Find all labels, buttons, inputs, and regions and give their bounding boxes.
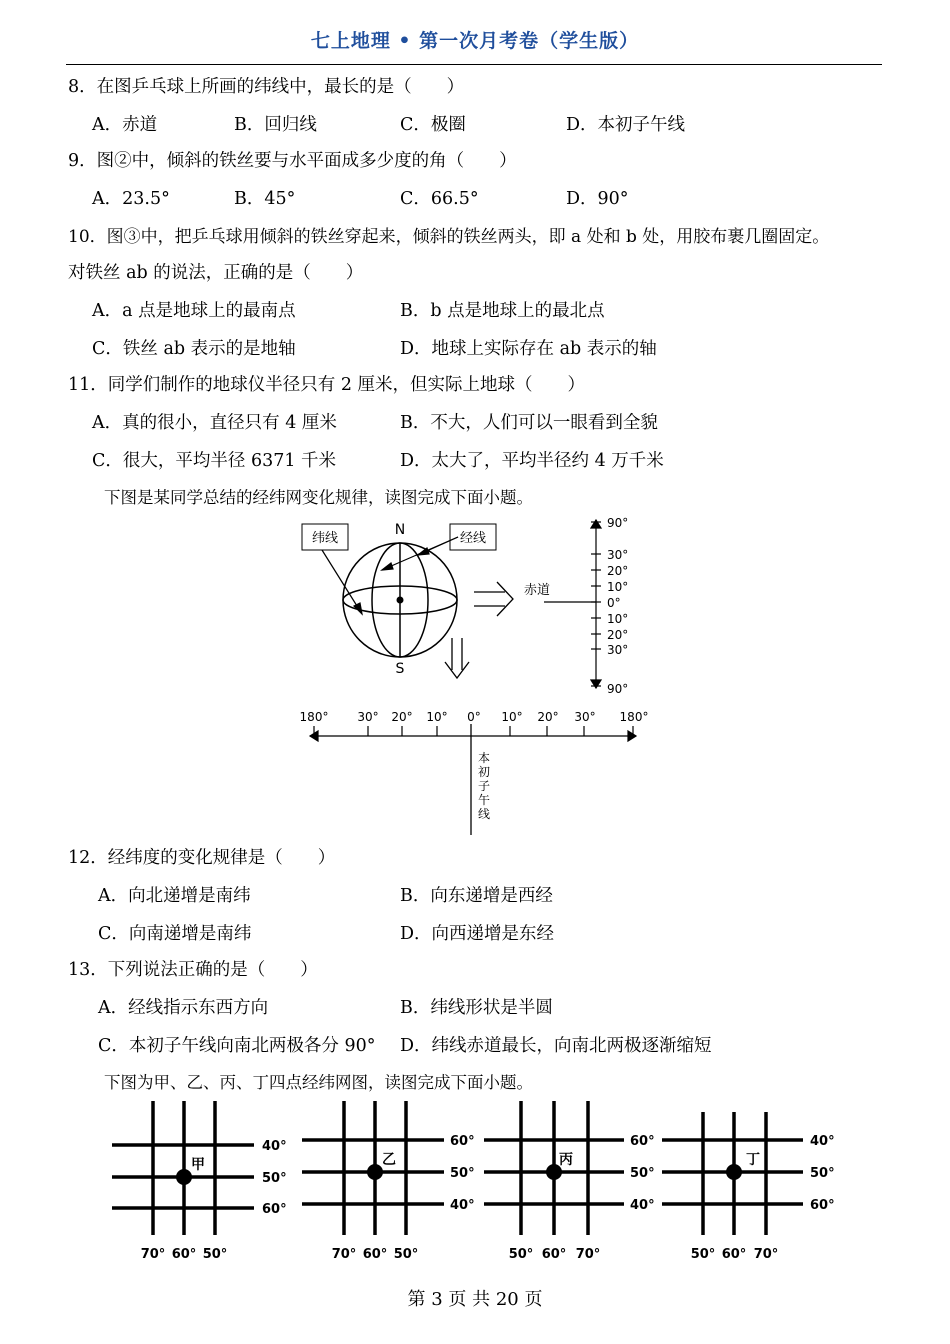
longitude-tick-label: 50° bbox=[508, 1247, 534, 1262]
question-10-option-a: A．a 点是地球上的最南点 bbox=[92, 301, 296, 321]
lon-tick-label: 20° bbox=[537, 710, 559, 724]
prime-meridian-label-char: 午 bbox=[477, 793, 491, 807]
longitude-tick-label: 60° bbox=[541, 1247, 567, 1262]
page-number: 第 3 页 共 20 页 bbox=[407, 1289, 543, 1310]
lon-tick-label: 10° bbox=[426, 710, 448, 724]
question-8-option-b: B．回归线 bbox=[234, 115, 317, 135]
latitude-label: 纬线 bbox=[311, 531, 339, 546]
figure-1-intro: 下图是某同学总结的经纬网变化规律，读图完成下面小题。 bbox=[104, 488, 533, 507]
lat-tick-label: 90° bbox=[607, 516, 629, 530]
question-13-stem: 13．下列说法正确的是（ ） bbox=[68, 960, 318, 980]
question-13-option-c: C．本初子午线向南北两极各分 90° bbox=[98, 1036, 376, 1056]
figure-2-four-point-grids bbox=[0, 1100, 950, 1270]
question-10-option-c: C．铁丝 ab 表示的是地轴 bbox=[92, 339, 296, 359]
point-label: 乙 bbox=[382, 1152, 396, 1168]
globe-center-dot bbox=[397, 597, 404, 604]
question-11-option-a: A．真的很小，直径只有 4 厘米 bbox=[92, 413, 337, 433]
question-8-option-c: C．极圈 bbox=[400, 115, 466, 135]
lon-tick-label: 30° bbox=[357, 710, 379, 724]
longitude-tick-label: 70° bbox=[575, 1247, 601, 1262]
question-9-option-a: A．23.5° bbox=[92, 189, 170, 209]
point-label: 丁 bbox=[746, 1152, 760, 1168]
question-8-option-a: A．赤道 bbox=[92, 115, 158, 135]
question-8-stem: 8．在图乒乓球上所画的纬线中，最长的是（ ） bbox=[68, 77, 465, 97]
question-9-option-b: B．45° bbox=[234, 189, 296, 209]
lat-tick-label: 30° bbox=[607, 548, 629, 562]
lon-tick-label: 180° bbox=[619, 710, 649, 724]
question-9-stem: 9．图②中，倾斜的铁丝要与水平面成多少度的角（ ） bbox=[68, 151, 517, 171]
lat-tick-label: 20° bbox=[607, 628, 629, 642]
lat-tick-label: 90° bbox=[607, 682, 629, 696]
question-12-stem: 12．经纬度的变化规律是（ ） bbox=[68, 848, 336, 868]
grid-2 bbox=[302, 1101, 475, 1262]
longitude-tick-label: 60° bbox=[171, 1247, 197, 1262]
lon-tick-label: 0° bbox=[467, 710, 481, 724]
point-label: 甲 bbox=[191, 1157, 205, 1173]
question-12-option-a: A．向北递增是南纬 bbox=[98, 886, 251, 906]
longitude-tick-label: 70° bbox=[140, 1247, 166, 1262]
question-13-option-d: D．纬线赤道最长，向南北两极逐渐缩短 bbox=[400, 1036, 712, 1056]
longitude-scale bbox=[310, 731, 636, 741]
question-9-option-c: C．66.5° bbox=[400, 189, 479, 209]
prime-meridian-label-char: 子 bbox=[477, 779, 491, 793]
figure-1-graticule-diagram bbox=[0, 510, 950, 845]
lat-tick-label: 0° bbox=[607, 596, 621, 610]
point-marker bbox=[726, 1164, 742, 1180]
lat-tick-label: 10° bbox=[607, 580, 629, 594]
question-10-option-d: D．地球上实际存在 ab 表示的轴 bbox=[400, 339, 657, 359]
question-13-option-a: A．经线指示东西方向 bbox=[98, 998, 269, 1018]
question-11-option-c: C．很大，平均半径 6371 千米 bbox=[92, 451, 337, 471]
latitude-tick-label: 60° bbox=[450, 1134, 475, 1149]
latitude-tick-label: 60° bbox=[810, 1198, 835, 1213]
latitude-tick-label: 40° bbox=[450, 1198, 475, 1213]
question-10-option-b: B．b 点是地球上的最北点 bbox=[400, 301, 605, 321]
lon-tick-label: 30° bbox=[574, 710, 596, 724]
longitude-label: 经线 bbox=[459, 531, 487, 546]
question-8-option-d: D．本初子午线 bbox=[566, 115, 686, 135]
lat-tick-label: 20° bbox=[607, 564, 629, 578]
grid-1 bbox=[112, 1101, 287, 1262]
question-11-stem: 11．同学们制作的地球仪半径只有 2 厘米，但实际上地球（ ） bbox=[68, 375, 586, 395]
latitude-tick-label: 40° bbox=[262, 1139, 287, 1154]
question-10-stem-line2: 对铁丝 ab 的说法，正确的是（ ） bbox=[68, 263, 364, 283]
right-hollow-arrow bbox=[474, 582, 513, 616]
longitude-tick-label: 60° bbox=[362, 1247, 388, 1262]
longitude-ticks bbox=[314, 726, 633, 736]
question-12-option-c: C．向南递增是南纬 bbox=[98, 924, 252, 944]
question-9-option-d: D．90° bbox=[566, 189, 629, 209]
lon-tick-label: 180° bbox=[299, 710, 329, 724]
south-label: S bbox=[395, 661, 405, 677]
equator-label: 赤道 bbox=[524, 583, 551, 598]
question-13-option-b: B．纬线形状是半圆 bbox=[400, 998, 553, 1018]
longitude-tick-label: 50° bbox=[202, 1247, 228, 1262]
longitude-tick-label: 70° bbox=[331, 1247, 357, 1262]
down-hollow-arrow bbox=[445, 638, 469, 678]
point-marker bbox=[367, 1164, 383, 1180]
question-11-option-d: D．太大了，平均半径约 4 万千米 bbox=[400, 451, 664, 471]
prime-meridian-label-char: 线 bbox=[477, 807, 491, 821]
latitude-tick-label: 50° bbox=[810, 1166, 835, 1181]
grid-4 bbox=[662, 1112, 835, 1262]
lat-tick-label: 10° bbox=[607, 612, 629, 626]
question-11-option-b: B．不大，人们可以一眼看到全貌 bbox=[400, 413, 658, 433]
longitude-tick-label: 50° bbox=[690, 1247, 716, 1262]
lon-tick-label: 20° bbox=[391, 710, 413, 724]
lat-tick-label: 30° bbox=[607, 643, 629, 657]
question-12-option-d: D．向西递增是东经 bbox=[400, 924, 555, 944]
latitude-tick-label: 40° bbox=[810, 1134, 835, 1149]
latitude-scale bbox=[591, 520, 601, 688]
page-header-title: 七上地理 • 第一次月考卷（学生版） bbox=[310, 30, 640, 52]
longitude-tick-label: 70° bbox=[753, 1247, 779, 1262]
header-divider bbox=[66, 64, 882, 65]
grid-3 bbox=[484, 1101, 655, 1262]
point-label: 丙 bbox=[559, 1152, 573, 1168]
prime-meridian-label-char: 本 bbox=[477, 751, 491, 765]
longitude-tick-label: 50° bbox=[393, 1247, 419, 1262]
latitude-tick-label: 50° bbox=[630, 1166, 655, 1181]
latitude-tick-label: 60° bbox=[262, 1202, 287, 1217]
point-marker bbox=[176, 1169, 192, 1185]
north-label: N bbox=[394, 522, 406, 538]
lon-tick-label: 10° bbox=[501, 710, 523, 724]
longitude-tick-label: 60° bbox=[721, 1247, 747, 1262]
question-10-stem-line1: 10．图③中，把乒乓球用倾斜的铁丝穿起来，倾斜的铁丝两头，即 a 处和 b 处，用胶布裹几圈固定。 bbox=[68, 227, 830, 247]
latitude-tick-label: 50° bbox=[450, 1166, 475, 1181]
latitude-tick-label: 40° bbox=[630, 1198, 655, 1213]
latitude-tick-label: 60° bbox=[630, 1134, 655, 1149]
figure-2-intro: 下图为甲、乙、丙、丁四点经纬网图，读图完成下面小题。 bbox=[104, 1073, 533, 1092]
latitude-tick-label: 50° bbox=[262, 1171, 287, 1186]
question-12-option-b: B．向东递增是西经 bbox=[400, 886, 553, 906]
prime-meridian-label-char: 初 bbox=[477, 765, 491, 779]
